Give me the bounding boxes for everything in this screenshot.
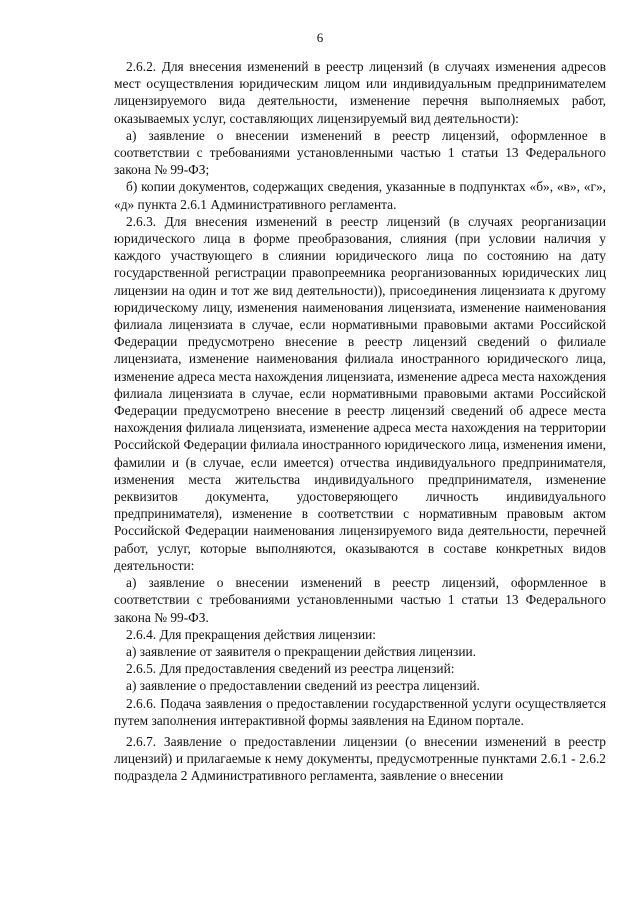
paragraph-2-6-2-b: б) копии документов, содержащих сведения, указанные в подпунктах «б», «в», «г», «д» пункта 2.6.1 Административного регламента.: [114, 179, 606, 212]
paragraph-2-6-7: 2.6.7. Заявление о предоставлении лицензии (о внесении изменений в реестр лицензий) и прилагаемые к нему документы, предусмотренные пунктами 2.6.1 - 2.6.2 подраздела 2 Административного регламента, заявление о внесении: [114, 733, 606, 784]
paragraph-2-6-2-a: а) заявление о внесении изменений в реестр лицензий, оформленное в соответствии с требованиями установленными частью 1 статьи 13 Федерального закона № 99-ФЗ;: [114, 127, 606, 178]
page-number: 6: [316, 30, 324, 45]
paragraph-2-6-3-a: а) заявление о внесении изменений в реестр лицензий, оформленное в соответствии с требованиями установленными частью 1 статьи 13 Федерального закона № 99-ФЗ.: [114, 575, 606, 625]
paragraph-2-6-5: 2.6.5. Для предоставления сведений из реестра лицензий:: [126, 661, 455, 677]
paragraph-2-6-4-a: а) заявление от заявителя о прекращении действия лицензии.: [126, 643, 477, 659]
paragraph-2-6-5-a: а) заявление о предоставлении сведений из реестра лицензий.: [126, 678, 480, 694]
paragraph-2-6-3: 2.6.3. Для внесения изменений в реестр лицензий (в случаях реорганизации юридического лица в форме преобразования, слияния (при условии наличия у каждого участвующего в слиянии юридического лица по состоянию на дату государственной регистрации правопреемника реорганизованных юридических лиц лицензии на один и тот же вид деятельности)), присоединения лицензиата к другому юридическому лицу, изменения наименования лицензиата, изменение наименования филиала лицензиата в случае, если нормативными правовыми актами Российской Федерации предусмотрено внесение в реестр лицензий сведений о филиале лицензиата, изменение наименования филиала иностранного юридического лица, изменение адреса места нахождения лицензиата, изменение адреса места нахождения филиала лицензиата в случае, если нормативными правовыми актами Российской Федерации предусмотрено внесение в реестр лицензий сведений об адресе места нахождения филиала лицензиата, изменение адреса места нахождения на территории Российской Федерации филиала иностранного юридического лица, изменения имени, фамилии и (в случае, если имеется) отчества индивидуального предпринимателя, изменения места жительства индивидуального предпринимателя, изменение реквизитов документа, удостоверяющего личность индивидуального предпринимателя), изменение в соответствии с нормативным правовым актом Российской Федерации наименования лицензируемого вида деятельности, перечней работ, услуг, которые выполняются, оказываются в составе конкретных видов деятельности:: [114, 213, 606, 573]
paragraph-2-6-2: 2.6.2. Для внесения изменений в реестр лицензий (в случаях изменения адресов мест осуществления юридическим лицом или индивидуальным предпринимателем лицензируемого вида деятельности, изменение перечня выполняемых работ, оказываемых услуг, составляющих лицензируемый вид деятельности):: [114, 59, 606, 126]
paragraph-2-6-6: 2.6.6. Подача заявления о предоставлении государственной услуги осуществляется путем заполнения интерактивной формы заявления на Едином портале.: [114, 695, 606, 728]
document-body: [114, 58, 606, 785]
paragraph-2-6-4: 2.6.4. Для прекращения действия лицензии:: [126, 626, 377, 642]
